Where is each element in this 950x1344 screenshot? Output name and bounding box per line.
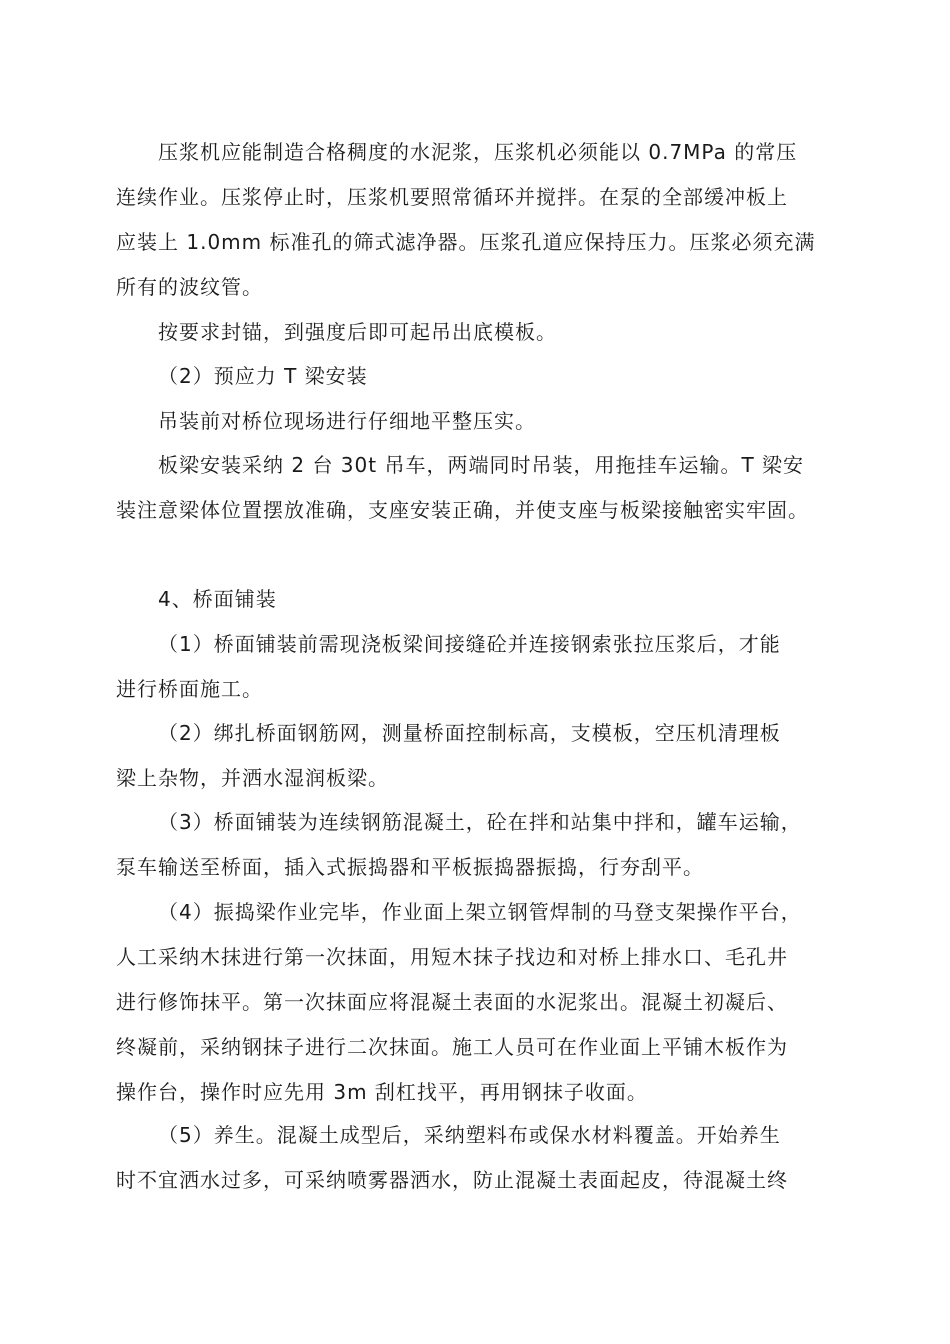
paragraph-deck-step-1 — [116, 622, 842, 712]
text-line: 按要求封锚，到强度后即可起吊出底模板。 — [158, 320, 557, 344]
text-line: 装注意梁体位置摆放准确，支座安装正确，并使支座与板梁接触密实牢固。 — [116, 498, 809, 522]
text-line: 时不宜洒水过多，可采纳喷雾器洒水，防止混凝土表面起皮，待混凝土终 — [116, 1168, 788, 1192]
text-line: （1）桥面铺装前需现浇板梁间接缝砼并连接钢索张拉压浆后，才能 — [158, 632, 781, 656]
text-line: （5）养生。混凝土成型后，采纳塑料布或保水材料覆盖。开始养生 — [158, 1123, 781, 1147]
text-line: （2）预应力 T 梁安装 — [158, 364, 368, 388]
text-line: 应装上 1.0mm 标准孔的筛式滤净器。压浆孔道应保持压力。压浆必须充满 — [116, 230, 816, 254]
text-line: 进行修饰抹平。第一次抹面应将混凝土表面的水泥浆出。混凝土初凝后、 — [116, 990, 788, 1014]
text-line: 吊装前对桥位现场进行仔细地平整压实。 — [158, 409, 536, 433]
text-line: 终凝前，采纳钢抹子进行二次抹面。施工人员可在作业面上平铺木板作为 — [116, 1035, 788, 1059]
text-line: （3）桥面铺装为连续钢筋混凝土，砼在拌和站集中拌和，罐车运输， — [158, 810, 802, 834]
text-line: 泵车输送至桥面，插入式振捣器和平板振捣器振捣，行夯刮平。 — [116, 855, 704, 879]
paragraph-site-compaction — [116, 399, 842, 444]
text-line: 人工采纳木抹进行第一次抹面，用短木抹子找边和对桥上排水口、毛孔井 — [116, 945, 788, 969]
paragraph-grouting-machine — [116, 130, 842, 310]
text-line: （4）振捣梁作业完毕，作业面上架立钢管焊制的马登支架操作平台， — [158, 900, 802, 924]
text-line: （2）绑扎桥面钢筋网，测量桥面控制标高，支模板，空压机清理板 — [158, 721, 781, 745]
paragraph-deck-step-5 — [116, 1113, 842, 1203]
text-line: 进行桥面施工。 — [116, 677, 263, 701]
paragraph-beam-hoisting — [116, 443, 842, 533]
text-line: 连续作业。压浆停止时，压浆机要照常循环并搅拌。在泵的全部缓冲板上 — [116, 185, 788, 209]
paragraph-anchor-sealing — [116, 310, 842, 355]
heading-t-beam-installation — [116, 354, 842, 399]
text-line: 梁上杂物，并洒水湿润板梁。 — [116, 766, 389, 790]
paragraph-deck-step-3 — [116, 800, 842, 890]
text-line: 4、桥面铺装 — [158, 587, 277, 611]
text-line: 板梁安装采纳 2 台 30t 吊车，两端同时吊装，用拖挂车运输。T 梁安 — [158, 453, 805, 477]
text-line: 操作台，操作时应先用 3m 刮杠找平，再用钢抹子收面。 — [116, 1080, 648, 1104]
text-line: 所有的波纹管。 — [116, 275, 263, 299]
paragraph-deck-step-2 — [116, 711, 842, 801]
heading-deck-paving — [116, 577, 842, 622]
paragraph-deck-step-4 — [116, 890, 842, 1115]
text-line: 压浆机应能制造合格稠度的水泥浆，压浆机必须能以 0.7MPa 的常压 — [158, 140, 798, 164]
